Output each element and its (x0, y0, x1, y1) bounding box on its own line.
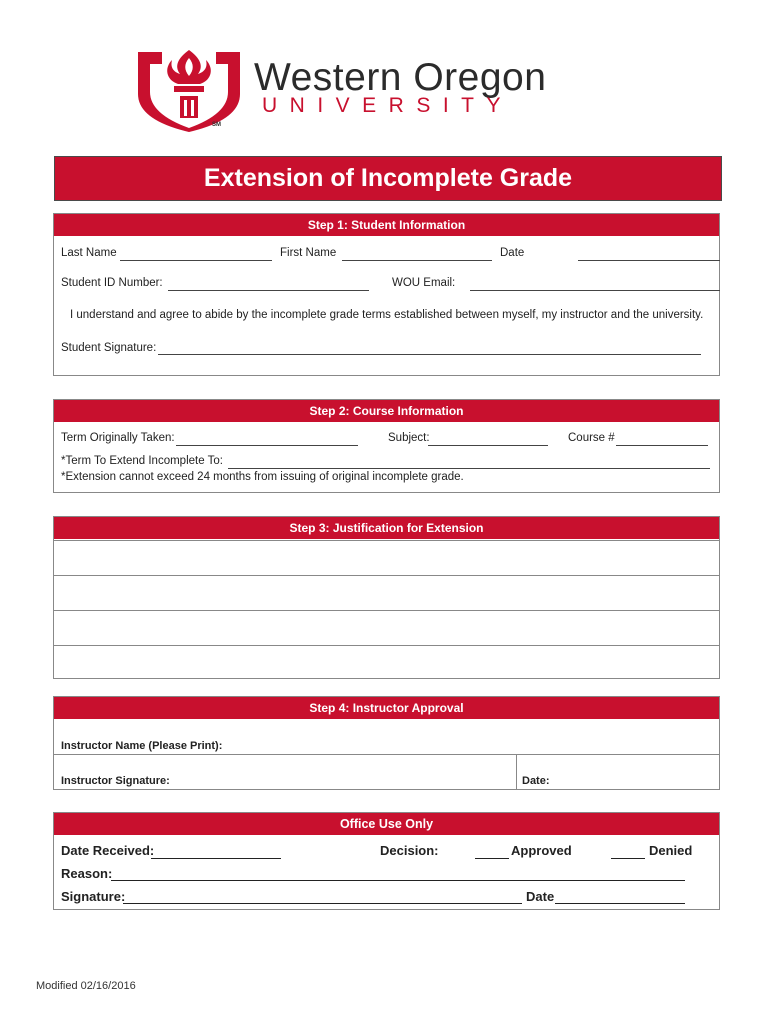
justification-row-1[interactable] (54, 540, 719, 576)
wou-email-label: WOU Email: (392, 277, 456, 289)
office-use-only (53, 812, 720, 910)
step2-heading: Step 2: Course Information (54, 400, 719, 422)
justification-row-4[interactable] (54, 645, 719, 680)
first-name-field[interactable] (342, 260, 492, 261)
approved-label: Approved (511, 843, 572, 858)
instructor-signature-label: Instructor Signature: (61, 775, 170, 787)
step3-justification (53, 516, 720, 679)
wou-email-field[interactable] (470, 290, 720, 291)
instructor-name-label: Instructor Name (Please Print): (61, 740, 223, 752)
student-signature-field[interactable] (158, 354, 701, 355)
term-taken-label: Term Originally Taken: (61, 432, 175, 444)
course-number-field[interactable] (616, 445, 708, 446)
form-title: Extension of Incomplete Grade (203, 164, 573, 192)
office-signature-label: Signature: (61, 889, 126, 904)
modified-date: Modified 02/16/2016 (36, 980, 136, 992)
student-signature-label: Student Signature: (61, 342, 157, 354)
justification-row-3[interactable] (54, 610, 719, 646)
date-field[interactable] (578, 260, 720, 261)
agreement-text: I understand and agree to abide by the incomplete grade terms established between myself, my instructor and the university. (70, 309, 704, 321)
denied-label: Denied (649, 843, 693, 858)
office-date-field[interactable] (555, 903, 685, 904)
term-extend-label: *Term To Extend Incomplete To: (61, 455, 223, 467)
student-id-label: Student ID Number: (61, 277, 163, 289)
last-name-label: Last Name (61, 247, 117, 259)
denied-field[interactable] (611, 858, 645, 859)
date-received-field[interactable] (151, 858, 281, 859)
step4-instructor-approval (53, 696, 720, 790)
office-heading: Office Use Only (54, 813, 719, 835)
date-label: Date (500, 247, 525, 259)
brand-name: Western Oregon (254, 56, 547, 99)
step1-student-information (53, 213, 720, 376)
term-extend-field[interactable] (228, 468, 710, 469)
subject-label: Subject: (388, 432, 430, 444)
last-name-field[interactable] (120, 260, 272, 261)
step3-heading: Step 3: Justification for Extension (54, 517, 719, 539)
instructor-date-label: Date: (522, 775, 550, 787)
step2-course-information (53, 399, 720, 493)
date-received-label: Date Received: (61, 843, 155, 858)
student-id-field[interactable] (168, 290, 369, 291)
university-logo-icon (134, 44, 244, 132)
form-title-banner (54, 156, 722, 201)
reason-field[interactable] (111, 880, 685, 881)
first-name-label: First Name (280, 247, 337, 259)
extension-note: *Extension cannot exceed 24 months from issuing of original incomplete grade. (61, 471, 464, 483)
approved-field[interactable] (475, 858, 509, 859)
decision-label: Decision: (380, 843, 439, 858)
step4-column-divider (516, 754, 517, 790)
office-signature-field[interactable] (123, 903, 522, 904)
step4-row-divider (54, 754, 719, 755)
office-date-label: Date (526, 889, 555, 904)
step1-heading: Step 1: Student Information (54, 214, 719, 236)
course-number-label: Course # (568, 432, 615, 444)
step4-heading: Step 4: Instructor Approval (54, 697, 719, 719)
term-taken-field[interactable] (176, 445, 358, 446)
subject-field[interactable] (428, 445, 548, 446)
justification-row-2[interactable] (54, 575, 719, 611)
brand-subtitle: UNIVERSITY (262, 94, 514, 117)
reason-label: Reason: (61, 866, 113, 881)
trademark-mark: SM (212, 122, 221, 128)
